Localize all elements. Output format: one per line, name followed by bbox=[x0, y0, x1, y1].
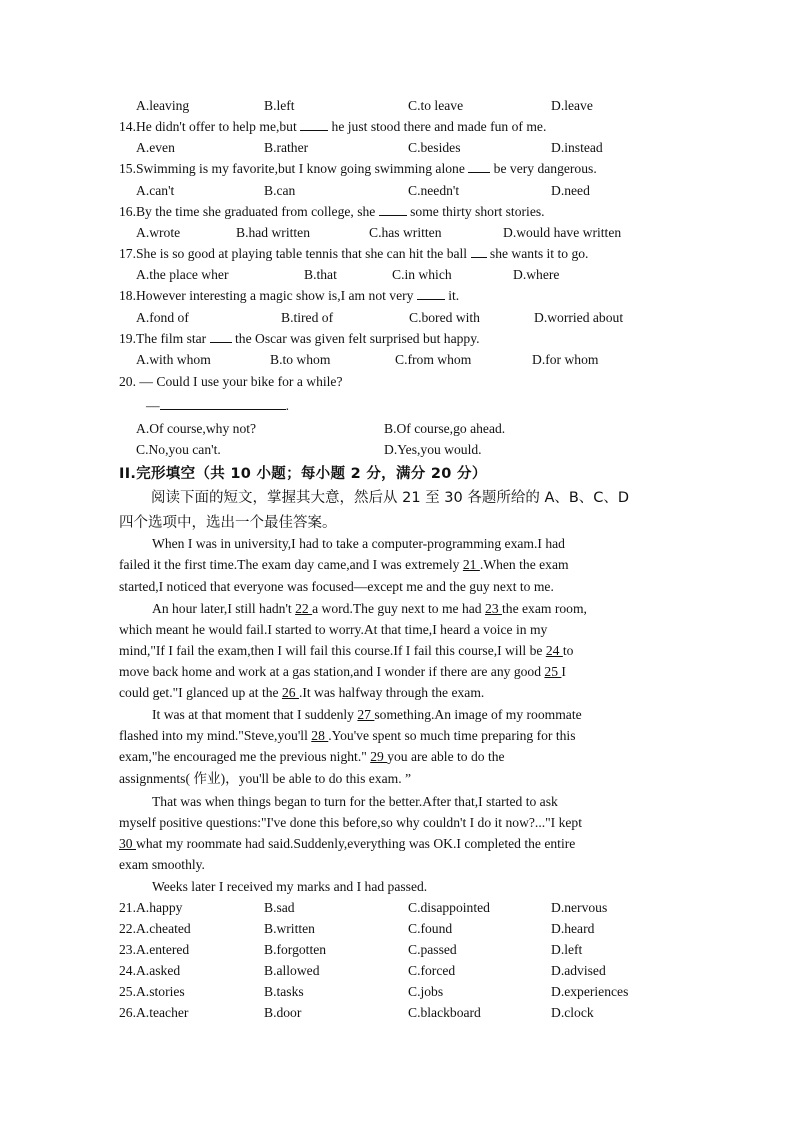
q16-stem-pre: 16.By the time she graduated from college, she bbox=[119, 204, 379, 219]
q23-option-c: C.passed bbox=[408, 942, 457, 957]
q16-option-b: B.had written bbox=[236, 225, 310, 240]
q16-stem-post: some thirty short stories. bbox=[406, 204, 545, 219]
blank-number-23: 23 bbox=[485, 601, 503, 616]
q20-option-b: B.Of course,go ahead. bbox=[384, 421, 506, 436]
q24-option-a: 24.A.asked bbox=[119, 963, 181, 978]
q19-option-c: C.from whom bbox=[395, 352, 472, 367]
q24-option-b: B.allowed bbox=[264, 963, 320, 978]
q17-stem bbox=[119, 245, 588, 263]
passage-text: flashed into my mind."Steve,you'll bbox=[119, 728, 312, 743]
q16-stem bbox=[119, 203, 545, 221]
q23-option-d: D.left bbox=[551, 942, 583, 957]
passage-text: .You've spent so much time preparing for this bbox=[328, 728, 576, 743]
passage-p2-line3 bbox=[119, 642, 573, 660]
q18-option-b: B.tired of bbox=[281, 310, 334, 325]
q26-option-d: D.clock bbox=[551, 1005, 594, 1020]
q14-option-a: A.even bbox=[136, 140, 175, 155]
passage-p4-line1: That was when things began to turn for the better.After that,I started to ask bbox=[152, 794, 558, 809]
passage-text: what my roommate had said.Suddenly,everything was OK.I completed the entire bbox=[136, 836, 576, 851]
passage-p2-line5 bbox=[119, 684, 484, 702]
blank-number-22: 22 bbox=[295, 601, 313, 616]
q26-option-b: B.door bbox=[264, 1005, 302, 1020]
passage-p5-line1: Weeks later I received my marks and I had passed. bbox=[152, 879, 428, 894]
q21-option-a: 21.A.happy bbox=[119, 900, 183, 915]
section-heading-cloze: II.完形填空（共 10 小题；每小题 2 分，满分 20 分） bbox=[119, 466, 487, 482]
q16-option-a: A.wrote bbox=[136, 225, 181, 240]
passage-text: exam,"he encouraged me the previous night." bbox=[119, 749, 371, 764]
q21-option-d: D.nervous bbox=[551, 900, 608, 915]
passage-p3-line3 bbox=[119, 748, 505, 766]
passage-p2-line2: which meant he would fail.I started to worry.At that time,I heard a voice in my bbox=[119, 622, 548, 637]
q20-reply: — . bbox=[146, 398, 289, 413]
passage-p2-line1 bbox=[152, 600, 587, 618]
q18-stem-post: it. bbox=[444, 288, 460, 303]
q19-stem-pre: 19.The film star bbox=[119, 331, 210, 346]
blank-number-27: 27 bbox=[357, 707, 375, 722]
q18-stem bbox=[119, 287, 459, 305]
q13-option-c: C.to leave bbox=[408, 98, 464, 113]
q25-option-a: 25.A.stories bbox=[119, 984, 185, 999]
q14-blank bbox=[300, 118, 328, 131]
q14-stem-pre: 14.He didn't offer to help me,but bbox=[119, 119, 301, 134]
q25-option-b: B.tasks bbox=[264, 984, 304, 999]
q14-stem bbox=[119, 118, 546, 136]
q14-option-c: C.besides bbox=[408, 140, 461, 155]
q19-blank bbox=[210, 330, 232, 343]
q21-option-b: B.sad bbox=[264, 900, 295, 915]
q15-option-d: D.need bbox=[551, 183, 590, 198]
q16-option-d: D.would have written bbox=[503, 225, 622, 240]
q19-option-a: A.with whom bbox=[136, 352, 211, 367]
q25-option-d: D.experiences bbox=[551, 984, 629, 999]
q20-option-a: A.Of course,why not? bbox=[136, 421, 257, 436]
passage-text: the exam room, bbox=[502, 601, 587, 616]
passage-text: It was at that moment that I suddenly bbox=[152, 707, 358, 722]
q16-blank bbox=[379, 203, 407, 216]
q26-option-c: C.blackboard bbox=[408, 1005, 481, 1020]
q18-option-c: C.bored with bbox=[409, 310, 480, 325]
blank-number-24: 24 bbox=[545, 643, 563, 658]
q25-option-c: C.jobs bbox=[408, 984, 444, 999]
q18-stem-pre: 18.However interesting a magic show is,I am not very bbox=[119, 288, 417, 303]
passage-text: to bbox=[562, 643, 574, 658]
q20-blank bbox=[160, 397, 286, 410]
q16-option-c: C.has written bbox=[369, 225, 442, 240]
passage-text: .It was halfway through the exam. bbox=[298, 685, 485, 700]
blank-number-28: 28 bbox=[311, 728, 329, 743]
q15-stem-pre: 15.Swimming is my favorite,but I know going swimming alone bbox=[119, 161, 469, 176]
blank-number-30: 30 bbox=[119, 836, 136, 851]
q22-option-d: D.heard bbox=[551, 921, 595, 936]
q20-reply-dash: — bbox=[146, 398, 160, 413]
q15-stem bbox=[119, 160, 597, 178]
q17-option-c: C.in which bbox=[392, 267, 452, 282]
blank-number-21: 21 bbox=[462, 557, 480, 572]
q17-blank bbox=[471, 245, 487, 258]
passage-p3-line2 bbox=[119, 727, 576, 745]
section-instructions-line2: 四个选项中，选出一个最佳答案。 bbox=[119, 515, 337, 531]
passage-text: .When the exam bbox=[479, 557, 569, 572]
passage-text: a word.The guy next to me had bbox=[312, 601, 486, 616]
passage-text: you are able to do the bbox=[387, 749, 505, 764]
q13-option-b: B.left bbox=[264, 98, 295, 113]
passage-text: failed it the first time.The exam day came,and I was extremely bbox=[119, 557, 463, 572]
blank-number-29: 29 bbox=[370, 749, 388, 764]
passage-text: An hour later,I still hadn't bbox=[152, 601, 296, 616]
q15-blank bbox=[468, 160, 490, 173]
q15-option-b: B.can bbox=[264, 183, 296, 198]
q13-option-a: A.leaving bbox=[136, 98, 190, 113]
passage-text: move back home and work at a gas station,and I wonder if there are any good bbox=[119, 664, 545, 679]
q15-stem-post: be very dangerous. bbox=[490, 161, 597, 176]
q19-option-b: B.to whom bbox=[270, 352, 331, 367]
q18-option-d: D.worried about bbox=[534, 310, 624, 325]
q17-option-b: B.that bbox=[304, 267, 337, 282]
passage-p1-line2 bbox=[119, 556, 569, 574]
q14-option-b: B.rather bbox=[264, 140, 309, 155]
q22-option-b: B.written bbox=[264, 921, 315, 936]
q20-option-d: D.Yes,you would. bbox=[384, 442, 482, 457]
section-instructions-line1: 阅读下面的短文，掌握其大意，然后从 21 至 30 各题所给的 A、B、C、D bbox=[151, 490, 630, 506]
q14-stem-post: he just stood there and made fun of me. bbox=[328, 119, 547, 134]
passage-text: mind,"If I fail the exam,then I will fail this course.If I fail this course,I will be bbox=[119, 643, 546, 658]
q18-blank bbox=[417, 287, 445, 300]
passage-p2-line4 bbox=[119, 663, 566, 681]
q24-option-d: D.advised bbox=[551, 963, 606, 978]
q21-option-c: C.disappointed bbox=[408, 900, 490, 915]
passage-text: could get."I glanced up at the bbox=[119, 685, 282, 700]
q19-stem bbox=[119, 330, 480, 348]
q22-option-a: 22.A.cheated bbox=[119, 921, 191, 936]
q23-option-a: 23.A.entered bbox=[119, 942, 190, 957]
q17-stem-pre: 17.She is so good at playing table tennis that she can hit the ball bbox=[119, 246, 471, 261]
q20-option-c: C.No,you can't. bbox=[136, 442, 221, 457]
passage-text: I bbox=[561, 664, 566, 679]
blank-number-25: 25 bbox=[544, 664, 562, 679]
passage-p1-line1: When I was in university,I had to take a computer-programming exam.I had bbox=[152, 536, 565, 551]
blank-number-26: 26 bbox=[281, 685, 299, 700]
q15-option-a: A.can't bbox=[136, 183, 175, 198]
q19-option-d: D.for whom bbox=[532, 352, 599, 367]
q20-stem: 20. — Could I use your bike for a while? bbox=[119, 374, 343, 389]
q17-stem-post: she wants it to go. bbox=[486, 246, 589, 261]
passage-p1-line3: started,I noticed that everyone was focused—except me and the guy next to me. bbox=[119, 579, 554, 594]
q19-stem-post: the Oscar was given felt surprised but happy. bbox=[231, 331, 480, 346]
q23-option-b: B.forgotten bbox=[264, 942, 327, 957]
q17-option-d: D.where bbox=[513, 267, 560, 282]
q13-option-d: D.leave bbox=[551, 98, 593, 113]
passage-p4-line2: myself positive questions:"I've done this before,so why couldn't I do it now?..."I kept bbox=[119, 815, 583, 830]
q26-option-a: 26.A.teacher bbox=[119, 1005, 189, 1020]
q18-option-a: A.fond of bbox=[136, 310, 189, 325]
passage-text: something.An image of my roommate bbox=[374, 707, 582, 722]
passage-p3-line1 bbox=[152, 706, 582, 724]
passage-p3-line4: assignments( 作业)，you'll be able to do this exam. ” bbox=[119, 771, 412, 786]
q14-option-d: D.instead bbox=[551, 140, 603, 155]
passage-p4-line3 bbox=[119, 835, 575, 853]
q15-option-c: C.needn't bbox=[408, 183, 460, 198]
q22-option-c: C.found bbox=[408, 921, 453, 936]
q24-option-c: C.forced bbox=[408, 963, 456, 978]
q17-option-a: A.the place wher bbox=[136, 267, 229, 282]
passage-p4-line4: exam smoothly. bbox=[119, 857, 205, 872]
